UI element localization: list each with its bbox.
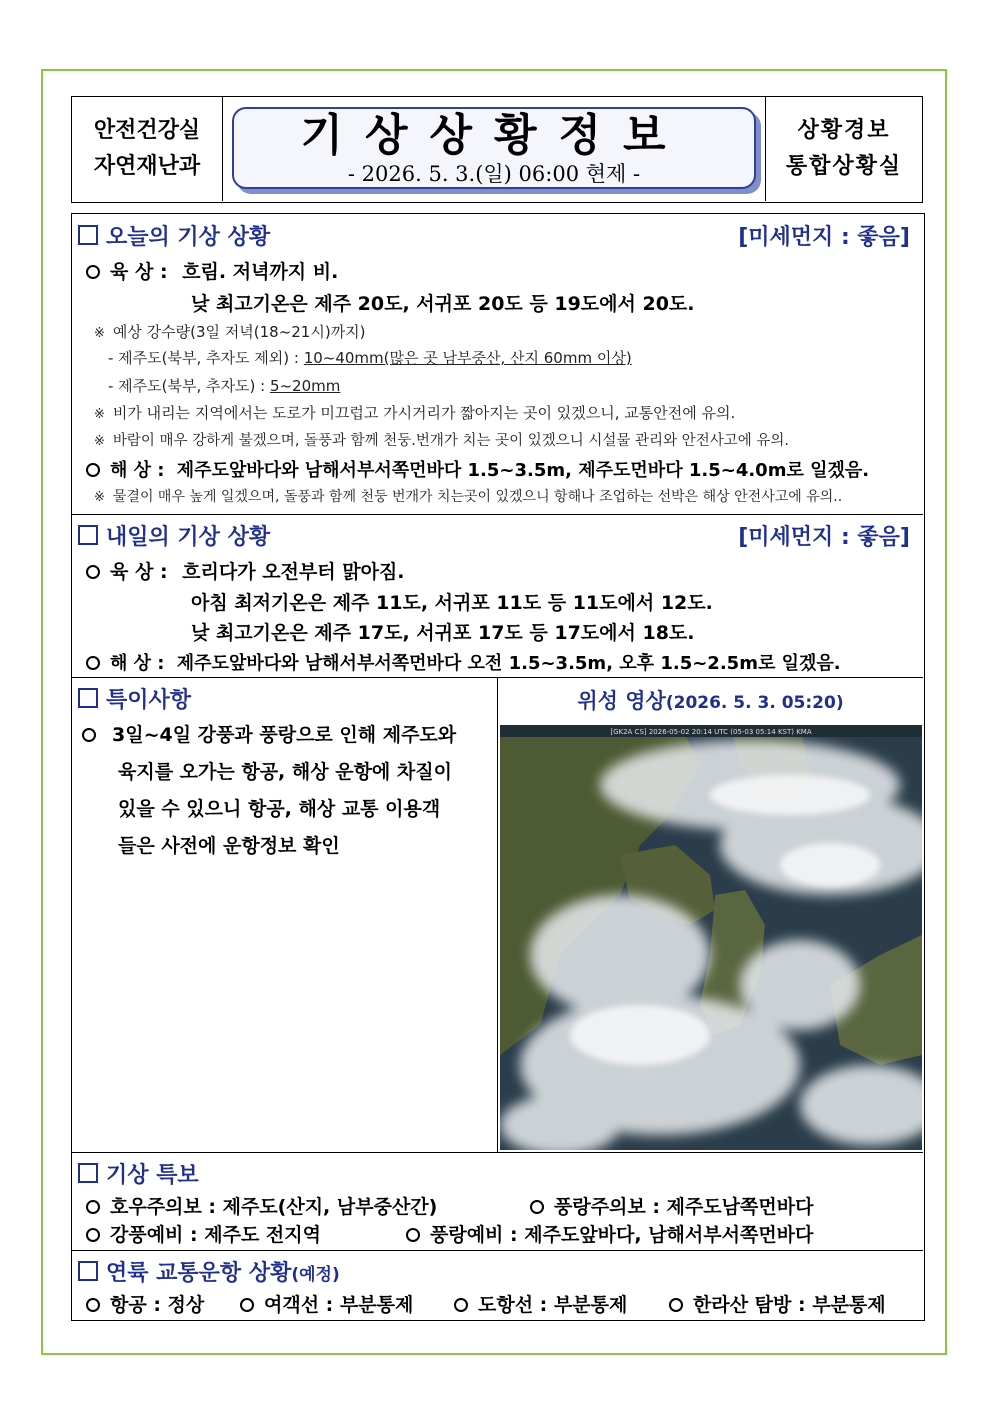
today-note-3 bbox=[94, 486, 842, 506]
circle-bullet-icon bbox=[454, 1298, 468, 1312]
tomorrow-sea-label: 해 상 : bbox=[110, 653, 165, 674]
satellite-title bbox=[498, 685, 923, 715]
warning-item-1: 호우주의보 : 제주도(산지, 남부중산간) bbox=[110, 1196, 438, 1218]
divider bbox=[72, 1250, 923, 1251]
tomorrow-land-text-1: 흐리다가 오전부터 맑아짐. bbox=[182, 561, 405, 583]
today-heading bbox=[78, 220, 270, 251]
special-text-line: 육지를 오가는 항공, 해상 운항에 차질이 bbox=[118, 761, 452, 783]
traffic-row bbox=[240, 1290, 413, 1317]
warnings-heading-text: 기상 특보 bbox=[106, 1163, 199, 1188]
rain-1-label: - 제주도(북부, 추자도 제외) : bbox=[108, 349, 304, 367]
asterisk-icon: ※ bbox=[94, 407, 105, 422]
tomorrow-land-line-3: 낮 최고기온은 제주 17도, 서귀포 17도 등 17도에서 18도. bbox=[191, 622, 695, 644]
today-note-1 bbox=[94, 402, 735, 423]
today-sea-text: 제주도앞바다와 남해서부서쪽먼바다 1.5~3.5m, 제주도먼바다 1.5~4.0m로 일겠음. bbox=[176, 460, 870, 481]
rain-2-label: - 제주도(북부, 추자도) : bbox=[108, 377, 270, 395]
circle-bullet-icon bbox=[86, 1200, 100, 1214]
tomorrow-sea-text: 제주도앞바다와 남해서부서쪽먼바다 오전 1.5~3.5m, 오후 1.5~2.5m로 일겠음. bbox=[176, 653, 841, 674]
circle-bullet-icon bbox=[86, 565, 100, 579]
circle-bullet-icon bbox=[86, 1298, 100, 1312]
today-note-3-text: 물결이 매우 높게 일겠으며, 돌풍과 함께 천둥 번개가 치는곳이 있겠으니 항해나 조업하는 선박은 해상 안전사고에 유의.. bbox=[112, 489, 843, 505]
satellite-time: (2026. 5. 3. 05:20) bbox=[665, 693, 844, 713]
satellite-title-text: 위성 영상 bbox=[577, 689, 666, 713]
warnings-row-2b bbox=[406, 1220, 813, 1247]
divider bbox=[72, 514, 923, 515]
today-land-label: 육 상 : bbox=[110, 261, 168, 283]
main-table bbox=[71, 213, 925, 1321]
office-block bbox=[765, 97, 922, 201]
rain-note bbox=[94, 321, 366, 342]
satellite-panel bbox=[497, 677, 923, 1152]
circle-bullet-icon bbox=[86, 1228, 100, 1242]
warning-item-3: 강풍예비 : 제주도 전지역 bbox=[110, 1224, 321, 1246]
circle-bullet-icon bbox=[86, 463, 100, 477]
asterisk-icon: ※ bbox=[94, 434, 105, 449]
checkbox-icon bbox=[78, 225, 98, 245]
page-subtitle: - 2026. 5. 3.(일) 06:00 현제 - bbox=[347, 162, 641, 186]
circle-bullet-icon bbox=[240, 1298, 254, 1312]
circle-bullet-icon bbox=[86, 265, 100, 279]
traffic-heading bbox=[78, 1256, 340, 1287]
tomorrow-land-line-2: 아침 최저기온은 제주 11도, 서귀포 11도 등 11도에서 12도. bbox=[191, 592, 713, 614]
circle-bullet-icon bbox=[530, 1200, 544, 1214]
header bbox=[71, 96, 923, 203]
circle-bullet-icon bbox=[82, 728, 96, 742]
traffic-heading-suffix: (예정) bbox=[291, 1265, 340, 1285]
rain-1-value: 10~40mm(많은 곳 남부중산, 산지 60mm 이상) bbox=[303, 349, 632, 367]
today-land-line-2: 낮 최고기온은 제주 20도, 서귀포 20도 등 19도에서 20도. bbox=[191, 293, 695, 315]
warnings-row-2 bbox=[86, 1220, 321, 1247]
rain-line-1 bbox=[108, 347, 632, 368]
traffic-row bbox=[669, 1290, 886, 1317]
today-note-1-text: 비가 내리는 지역에서는 도로가 미끄럽고 가시거리가 짧아지는 곳이 있겠으니, 교통안전에 유의. bbox=[112, 404, 736, 422]
today-land-text-1: 흐림. 저녁까지 비. bbox=[182, 261, 339, 283]
office-line-2: 통합상황실 bbox=[785, 154, 903, 179]
warnings-heading bbox=[78, 1158, 199, 1189]
traffic-heading-text: 연륙 교통운항 상황 bbox=[106, 1261, 292, 1286]
today-heading-text: 오늘의 기상 상황 bbox=[106, 225, 271, 250]
traffic-item-2: 여객선 : 부분통제 bbox=[264, 1294, 414, 1316]
rain-note-text: 예상 강수량(3일 저녁(18~21시)까지) bbox=[112, 323, 366, 341]
today-land-line-1 bbox=[86, 257, 338, 284]
department-block bbox=[72, 97, 223, 201]
traffic-item-3: 도항선 : 부분통제 bbox=[478, 1294, 628, 1316]
warning-item-2: 풍랑주의보 : 제주도남쪽먼바다 bbox=[554, 1196, 814, 1218]
special-heading bbox=[78, 683, 191, 714]
circle-bullet-icon bbox=[669, 1298, 683, 1312]
special-text-line: 3일~4일 강풍과 풍랑으로 인해 제주도와 bbox=[112, 724, 457, 746]
satellite-image bbox=[500, 725, 922, 1150]
warnings-row-1 bbox=[86, 1192, 437, 1219]
today-note-2 bbox=[94, 429, 789, 450]
tomorrow-dust: [미세먼지 : 좋음] bbox=[738, 525, 910, 550]
rain-line-2 bbox=[108, 375, 340, 396]
title-box bbox=[232, 107, 756, 189]
department-line-2: 자연재난과 bbox=[93, 154, 201, 179]
asterisk-icon: ※ bbox=[94, 326, 105, 341]
special-text bbox=[82, 717, 492, 865]
traffic-item-4: 한라산 탐방 : 부분통제 bbox=[693, 1294, 886, 1316]
traffic-item-1: 항공 : 정상 bbox=[110, 1294, 205, 1316]
special-text-line: 있을 수 있으니 항공, 해상 교통 이용객 bbox=[118, 798, 441, 820]
divider bbox=[72, 1152, 923, 1153]
traffic-row bbox=[86, 1290, 204, 1317]
warnings-row-1b bbox=[530, 1192, 813, 1219]
today-dust: [미세먼지 : 좋음] bbox=[738, 225, 910, 250]
warning-item-4: 풍랑예비 : 제주도앞바다, 남해서부서쪽먼바다 bbox=[430, 1224, 814, 1246]
tomorrow-sea-line bbox=[86, 649, 841, 675]
traffic-row bbox=[454, 1290, 627, 1317]
office-line-1: 상황경보 bbox=[797, 118, 891, 143]
special-heading-text: 특이사항 bbox=[106, 688, 192, 713]
today-note-2-text: 바람이 매우 강하게 불겠으며, 돌풍과 함께 천둥.번개가 치는 곳이 있겠으니 시설물 관리와 안전사고에 유의. bbox=[112, 433, 789, 449]
checkbox-icon bbox=[78, 1163, 98, 1183]
checkbox-icon bbox=[78, 1261, 98, 1281]
satellite-caption: [GK2A CS] 2026-05-02 20:14 UTC (05-03 05:14 KST) KMA bbox=[610, 728, 812, 736]
page-title: 기상상황정보 bbox=[300, 110, 688, 161]
asterisk-icon: ※ bbox=[94, 490, 105, 505]
today-sea-label: 해 상 : bbox=[110, 460, 165, 481]
tomorrow-heading bbox=[78, 520, 270, 551]
today-sea-line bbox=[86, 456, 869, 482]
rain-2-value: 5~20mm bbox=[269, 377, 341, 395]
circle-bullet-icon bbox=[86, 656, 100, 670]
special-text-line: 들은 사전에 운항정보 확인 bbox=[118, 835, 340, 857]
tomorrow-land-line-1 bbox=[86, 557, 405, 584]
checkbox-icon bbox=[78, 525, 98, 545]
tomorrow-land-label: 육 상 : bbox=[110, 561, 168, 583]
checkbox-icon bbox=[78, 688, 98, 708]
special-line-1 bbox=[82, 717, 492, 754]
department-line-1: 안전건강실 bbox=[93, 118, 201, 143]
tomorrow-heading-text: 내일의 기상 상황 bbox=[106, 525, 271, 550]
circle-bullet-icon bbox=[406, 1228, 420, 1242]
